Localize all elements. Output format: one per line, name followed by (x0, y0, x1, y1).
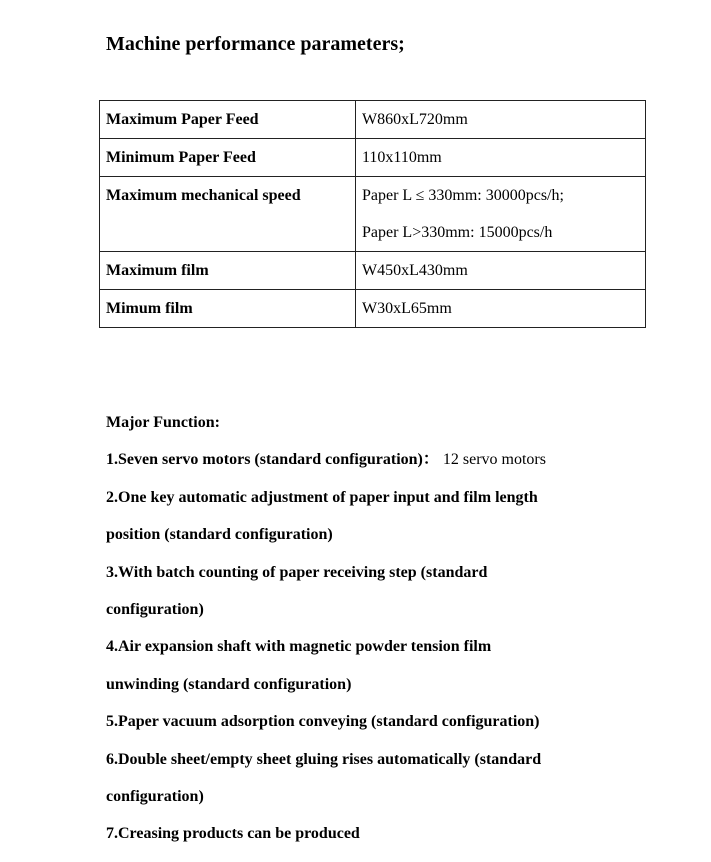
function-item (106, 441, 546, 478)
section-title: Machine performance parameters; (106, 33, 405, 55)
table-row (100, 139, 646, 177)
function-line: 6.Double sheet/empty sheet gluing rises automatically (standard (106, 750, 542, 768)
parameter-value (356, 101, 646, 139)
parameter-value-line: 110x110mm (362, 149, 442, 166)
functions-heading: Major Function: (106, 414, 220, 431)
parameters-table (99, 100, 646, 328)
function-item-value: 12 servo motors (442, 451, 546, 469)
function-line: 3.With batch counting of paper receiving step (standard (106, 563, 488, 581)
function-line: 4.Air expansion shaft with magnetic powder tension film (106, 638, 492, 656)
parameter-value-line: Paper L>330mm: 15000pcs/h (362, 224, 553, 241)
parameter-label: Maximum film (100, 252, 356, 290)
parameter-value-line: W30xL65mm (362, 300, 452, 317)
table-row (100, 252, 646, 290)
parameter-value-line: W450xL430mm (362, 262, 468, 279)
parameter-label: Maximum mechanical speed (100, 177, 356, 252)
function-line: position (standard configuration) (106, 526, 333, 544)
parameter-value (356, 252, 646, 290)
parameter-label: Minimum Paper Feed (100, 139, 356, 177)
function-line: 7.Creasing products can be produced (106, 825, 360, 843)
parameter-value-line: W860xL720mm (362, 111, 468, 128)
table-row (100, 290, 646, 328)
function-line: unwinding (standard configuration) (106, 675, 352, 693)
function-line: 2.One key automatic adjustment of paper input and film length (106, 488, 538, 506)
parameter-label: Maximum Paper Feed (100, 101, 356, 139)
major-functions (106, 404, 546, 853)
parameter-value-line: Paper L ≤ 330mm: 30000pcs/h; (362, 187, 564, 204)
table-row (100, 177, 646, 252)
table-row (100, 101, 646, 139)
parameter-value (356, 290, 646, 328)
parameter-value (356, 139, 646, 177)
parameter-label: Mimum film (100, 290, 356, 328)
parameter-value (356, 177, 646, 252)
function-item-label: 1.Seven servo motors (standard configuration)： (106, 451, 439, 469)
function-line: configuration) (106, 788, 204, 806)
function-line: 5.Paper vacuum adsorption conveying (standard configuration) (106, 713, 540, 731)
function-line: configuration) (106, 601, 204, 619)
